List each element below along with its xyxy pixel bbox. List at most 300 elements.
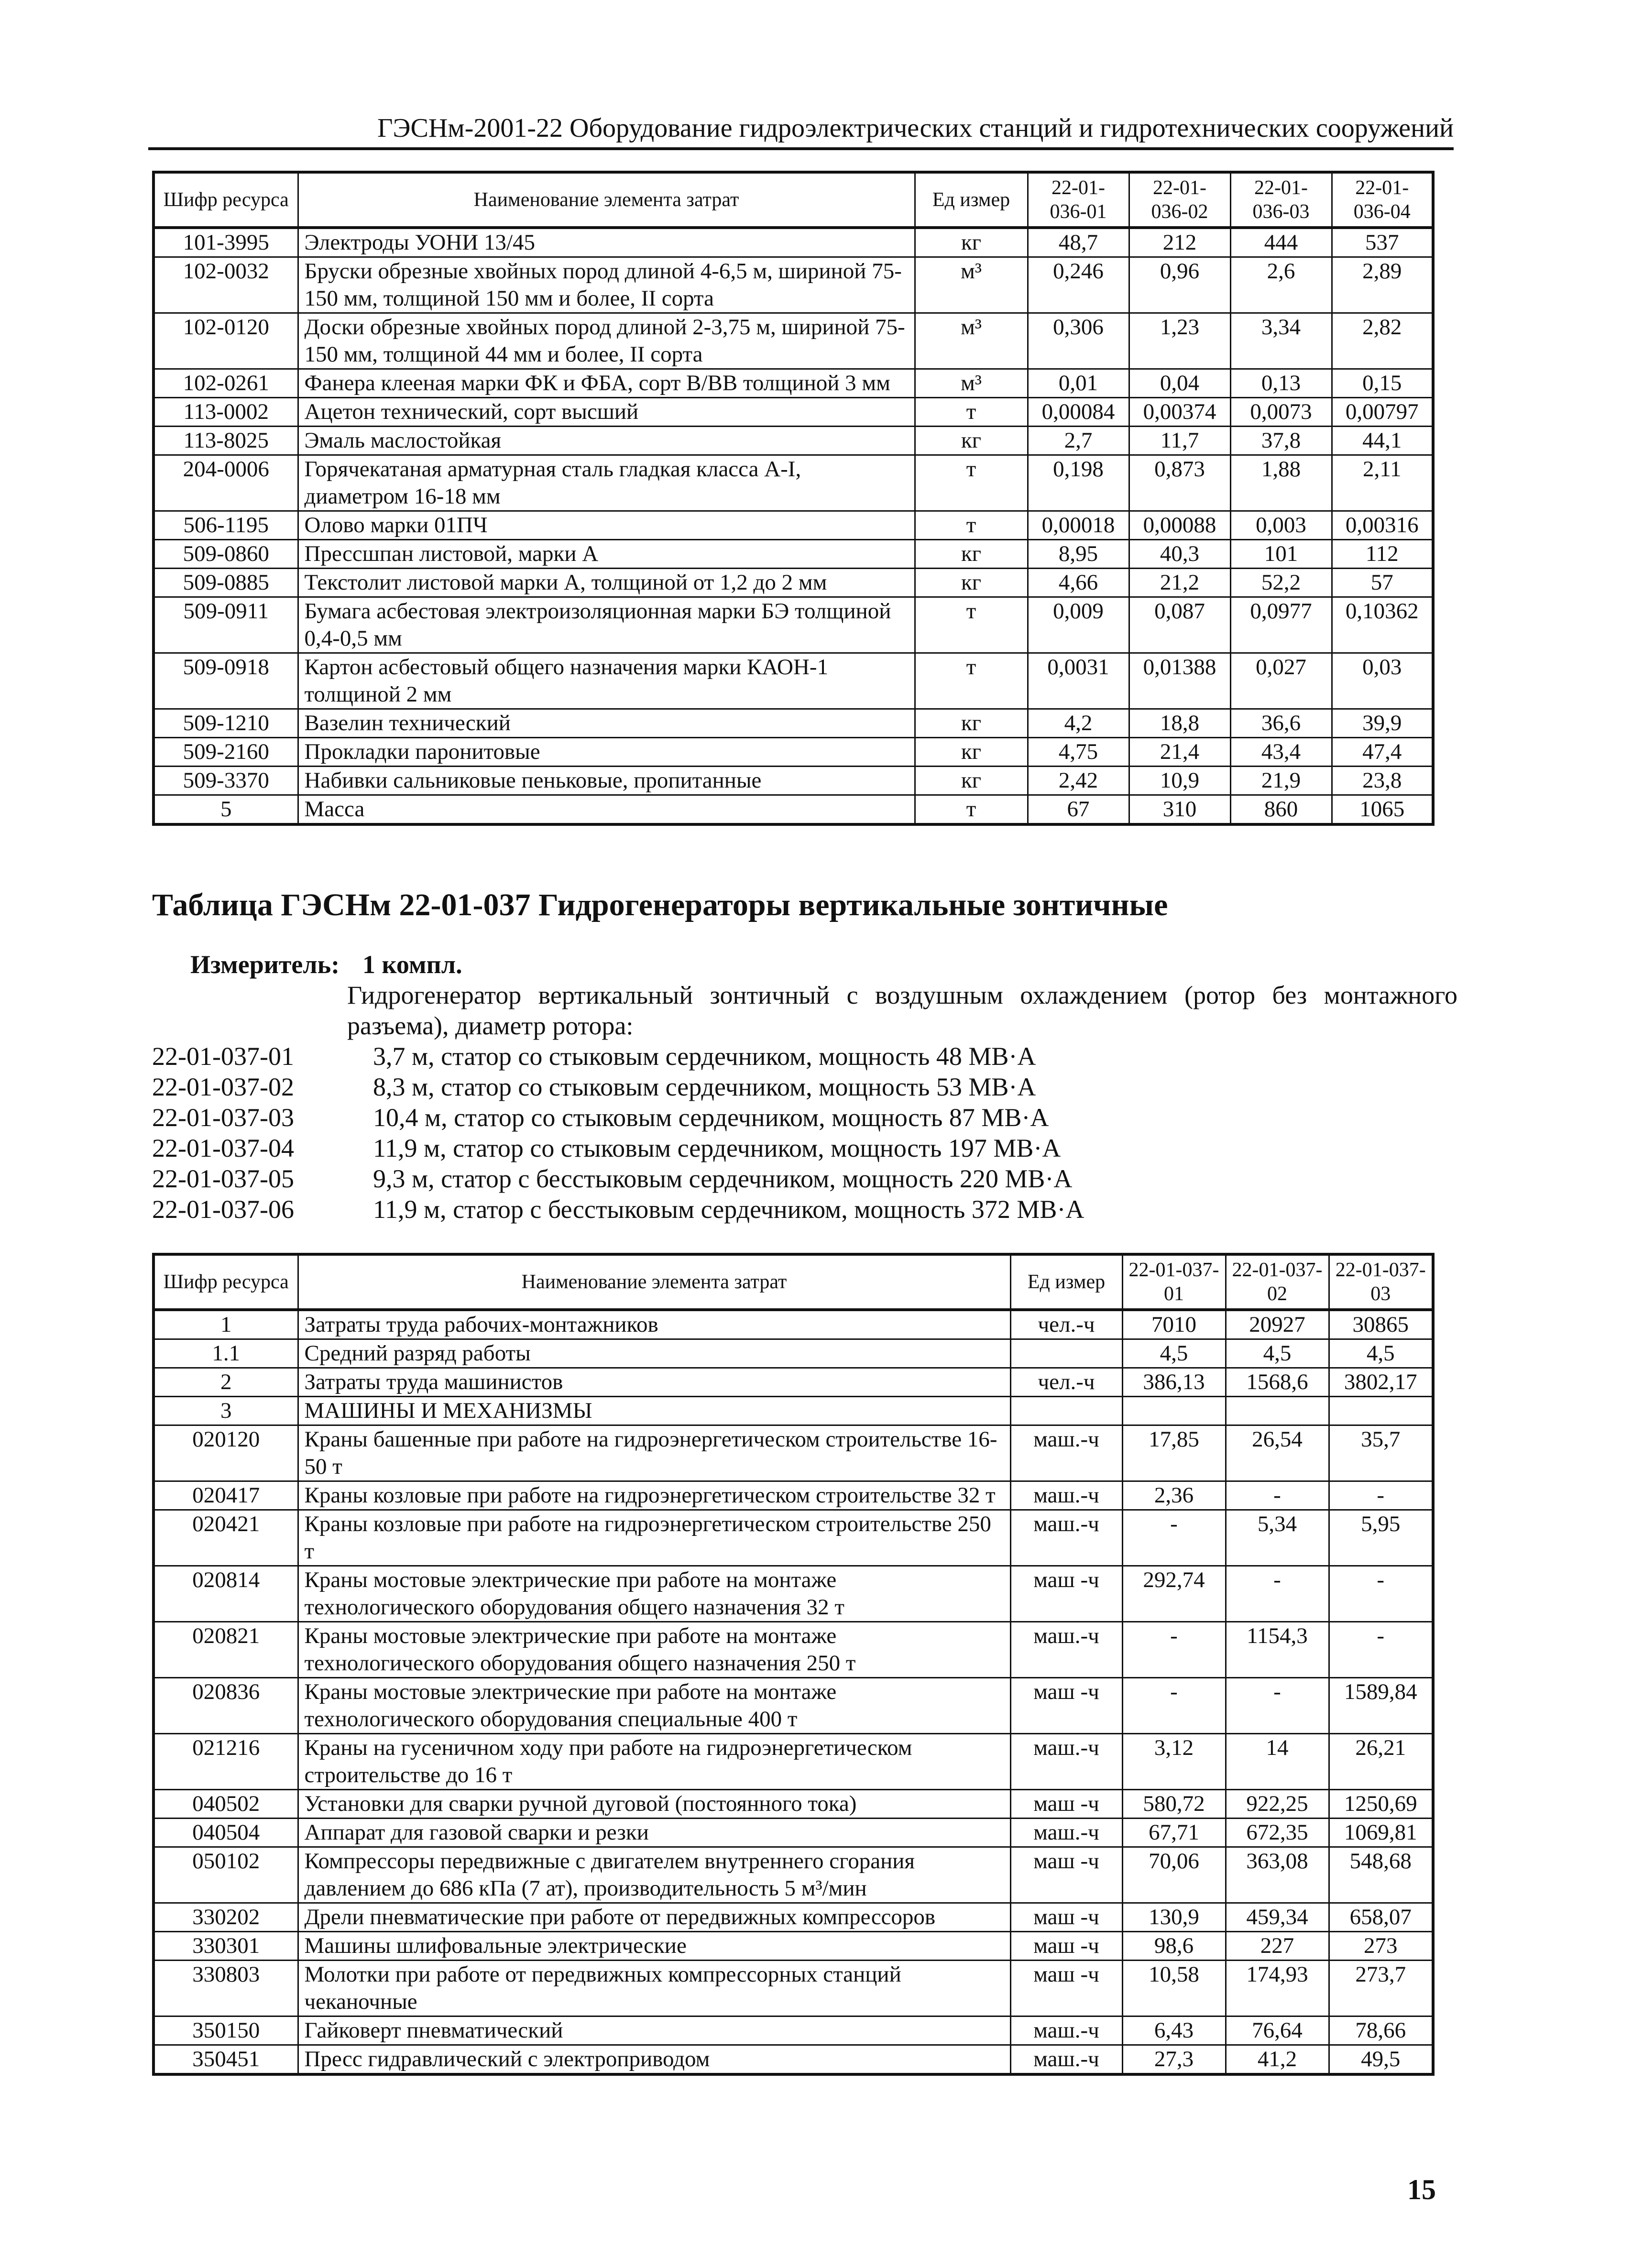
table-row — [153, 597, 1433, 653]
resource-code-cell: 113-0002 — [153, 398, 298, 427]
resource-code-cell: 506-1195 — [153, 511, 298, 540]
resource-code-cell: 330202 — [153, 1903, 298, 1932]
value-cell: 0,00084 — [1028, 398, 1129, 427]
unit-cell: т — [915, 597, 1028, 653]
unit-cell: маш -ч — [1010, 1566, 1122, 1622]
value-cell: 227 — [1226, 1932, 1329, 1961]
meter-description: Гидрогенератор вертикальный зонтичный с воздушным охлаждением (ротор без монтажного разъема), диаметр ротора: — [347, 981, 1457, 1040]
resource-code-cell: 020417 — [153, 1481, 298, 1510]
resource-code-cell: 102-0261 — [153, 369, 298, 398]
code-list-item — [152, 1072, 1457, 1102]
resource-code-cell: 020821 — [153, 1622, 298, 1678]
resource-name-cell: Затраты труда машинистов — [298, 1368, 1010, 1397]
value-cell: - — [1226, 1678, 1329, 1734]
table-row — [153, 313, 1433, 369]
resource-code-cell: 113-8025 — [153, 427, 298, 455]
column-header: Шифр ресурса — [153, 172, 298, 228]
value-cell: 70,06 — [1122, 1847, 1226, 1903]
resource-name-cell: Вазелин технический — [298, 709, 915, 738]
column-header: 22-01-037-03 — [1329, 1254, 1433, 1310]
code-label: 22-01-037-02 — [152, 1073, 294, 1101]
running-header: ГЭСНм-2001-22 Оборудование гидроэлектрических станций и гидротехнических сооружений — [148, 109, 1454, 150]
code-list-item — [152, 1163, 1457, 1194]
value-cell: 4,5 — [1329, 1339, 1433, 1368]
value-cell: 548,68 — [1329, 1847, 1433, 1903]
resource-code-cell: 101-3995 — [153, 228, 298, 257]
unit-cell: маш -ч — [1010, 1678, 1122, 1734]
resource-name-cell: Доски обрезные хвойных пород длиной 2-3,75 м, шириной 75-150 мм, толщиной 44 мм и более, II сорта — [298, 313, 915, 369]
column-header: Ед измер — [915, 172, 1028, 228]
value-cell: 4,5 — [1122, 1339, 1226, 1368]
table-row — [153, 369, 1433, 398]
column-header: Наименование элемента затрат — [298, 172, 915, 228]
value-cell: 49,5 — [1329, 2045, 1433, 2075]
value-cell: 0,00316 — [1332, 511, 1433, 540]
resource-name-cell: Краны козловые при работе на гидроэнергетическом строительстве 250 т — [298, 1510, 1010, 1566]
unit-cell: чел.-ч — [1010, 1368, 1122, 1397]
table-row — [153, 653, 1433, 709]
unit-cell: маш -ч — [1010, 1903, 1122, 1932]
value-cell: 37,8 — [1230, 427, 1332, 455]
value-cell: 30865 — [1329, 1310, 1433, 1339]
value-cell: 3,12 — [1122, 1734, 1226, 1790]
value-cell: 1568,6 — [1226, 1368, 1329, 1397]
unit-cell: маш.-ч — [1010, 1734, 1122, 1790]
resource-code-cell: 509-0885 — [153, 569, 298, 597]
value-cell: 98,6 — [1122, 1932, 1226, 1961]
resource-name-cell: Набивки сальниковые пеньковые, пропитанные — [298, 767, 915, 795]
value-cell: 0,00374 — [1129, 398, 1230, 427]
value-cell: - — [1122, 1678, 1226, 1734]
table-row — [153, 767, 1433, 795]
unit-cell: м³ — [915, 313, 1028, 369]
resource-name-cell: Краны башенные при работе на гидроэнергетическом строительстве 16-50 т — [298, 1425, 1010, 1481]
value-cell: 26,54 — [1226, 1425, 1329, 1481]
resource-code-cell: 330301 — [153, 1932, 298, 1961]
table-row — [153, 1425, 1433, 1481]
value-cell: 444 — [1230, 228, 1332, 257]
column-header: 22-01-037-01 — [1122, 1254, 1226, 1310]
resource-name-cell: Горячекатаная арматурная сталь гладкая класса А-I, диаметром 16-18 мм — [298, 455, 915, 511]
value-cell: 174,93 — [1226, 1961, 1329, 2016]
value-cell: 130,9 — [1122, 1903, 1226, 1932]
resource-code-cell: 509-3370 — [153, 767, 298, 795]
value-cell: 11,7 — [1129, 427, 1230, 455]
unit-cell: т — [915, 511, 1028, 540]
table-row — [153, 709, 1433, 738]
value-cell: 0,00797 — [1332, 398, 1433, 427]
resource-code-cell: 509-2160 — [153, 738, 298, 767]
value-cell: 4,5 — [1226, 1339, 1329, 1368]
resource-code-cell: 509-0918 — [153, 653, 298, 709]
resource-table-036 — [152, 171, 1435, 826]
code-label: 22-01-037-03 — [152, 1103, 294, 1132]
value-cell: - — [1122, 1622, 1226, 1678]
value-cell: 14 — [1226, 1734, 1329, 1790]
resource-name-cell: Молотки при работе от передвижных компрессорных станций чеканочные — [298, 1961, 1010, 2016]
value-cell: 4,2 — [1028, 709, 1129, 738]
value-cell: 0,15 — [1332, 369, 1433, 398]
value-cell: 52,2 — [1230, 569, 1332, 597]
resource-code-cell: 1 — [153, 1310, 298, 1339]
resource-code-cell: 020120 — [153, 1425, 298, 1481]
column-header: 22-01-036-01 — [1028, 172, 1129, 228]
column-header: 22-01-036-02 — [1129, 172, 1230, 228]
value-cell: 20927 — [1226, 1310, 1329, 1339]
value-cell — [1329, 1397, 1433, 1425]
code-description: 9,3 м, статор с бесстыковым сердечником, мощность 220 МВ·А — [373, 1164, 1073, 1193]
value-cell — [1226, 1397, 1329, 1425]
value-cell: 35,7 — [1329, 1425, 1433, 1481]
value-cell: 1589,84 — [1329, 1678, 1433, 1734]
code-list-item — [152, 1041, 1457, 1072]
table-row — [153, 738, 1433, 767]
unit-cell: маш.-ч — [1010, 1425, 1122, 1481]
value-cell: 0,873 — [1129, 455, 1230, 511]
value-cell: 537 — [1332, 228, 1433, 257]
value-cell: 43,4 — [1230, 738, 1332, 767]
resource-code-cell: 102-0120 — [153, 313, 298, 369]
code-description: 8,3 м, статор со стыковым сердечником, мощность 53 МВ·А — [373, 1073, 1036, 1101]
resource-name-cell: Гайковерт пневматический — [298, 2016, 1010, 2045]
value-cell: 2,36 — [1122, 1481, 1226, 1510]
table-row — [153, 398, 1433, 427]
resource-name-cell: МАШИНЫ И МЕХАНИЗМЫ — [298, 1397, 1010, 1425]
resource-name-cell: Установки для сварки ручной дуговой (постоянного тока) — [298, 1790, 1010, 1819]
resource-code-cell: 050102 — [153, 1847, 298, 1903]
value-cell: 0,13 — [1230, 369, 1332, 398]
code-list-item — [152, 1102, 1457, 1133]
code-description: 10,4 м, статор со стыковым сердечником, мощность 87 МВ·А — [373, 1103, 1049, 1132]
resource-code-cell: 509-0860 — [153, 540, 298, 569]
resource-name-cell: Краны мостовые электрические при работе на монтаже технологического оборудования специальные 400 т — [298, 1678, 1010, 1734]
value-cell: 0,01388 — [1129, 653, 1230, 709]
value-cell: 21,9 — [1230, 767, 1332, 795]
page-number: 15 — [1407, 2174, 1436, 2205]
code-description: 11,9 м, статор со стыковым сердечником, мощность 197 МВ·А — [373, 1134, 1061, 1162]
unit-cell: кг — [915, 767, 1028, 795]
resource-name-cell: Прокладки паронитовые — [298, 738, 915, 767]
value-cell: - — [1329, 1622, 1433, 1678]
resource-code-cell: 2 — [153, 1368, 298, 1397]
value-cell: - — [1226, 1566, 1329, 1622]
value-cell: 18,8 — [1129, 709, 1230, 738]
unit-cell — [1010, 1397, 1122, 1425]
table-row — [153, 1368, 1433, 1397]
unit-cell: маш.-ч — [1010, 1819, 1122, 1847]
resource-name-cell: Масса — [298, 795, 915, 825]
table-row — [153, 1397, 1433, 1425]
value-cell: 48,7 — [1028, 228, 1129, 257]
resource-name-cell: Компрессоры передвижные с двигателем внутреннего сгорания давлением до 686 кПа (7 ат), производительность 5 м³/мин — [298, 1847, 1010, 1903]
value-cell: 6,43 — [1122, 2016, 1226, 2045]
resource-code-cell: 020421 — [153, 1510, 298, 1566]
resource-code-cell: 040502 — [153, 1790, 298, 1819]
value-cell: 112 — [1332, 540, 1433, 569]
value-cell: 922,25 — [1226, 1790, 1329, 1819]
resource-name-cell: Фанера клееная марки ФК и ФБА, сорт В/ВВ толщиной 3 мм — [298, 369, 915, 398]
code-label: 22-01-037-05 — [152, 1164, 294, 1193]
resource-code-cell: 509-0911 — [153, 597, 298, 653]
table-header-row — [153, 1254, 1433, 1310]
value-cell: 67,71 — [1122, 1819, 1226, 1847]
resource-name-cell: Бумага асбестовая электроизоляционная марки БЭ толщиной 0,4-0,5 мм — [298, 597, 915, 653]
table-row — [153, 228, 1433, 257]
value-cell: 310 — [1129, 795, 1230, 825]
value-cell: 0,198 — [1028, 455, 1129, 511]
value-cell: 3802,17 — [1329, 1368, 1433, 1397]
value-cell: 101 — [1230, 540, 1332, 569]
value-cell: 386,13 — [1122, 1368, 1226, 1397]
value-cell: 1154,3 — [1226, 1622, 1329, 1678]
value-cell: 21,4 — [1129, 738, 1230, 767]
value-cell: 41,2 — [1226, 2045, 1329, 2075]
resource-name-cell: Картон асбестовый общего назначения марки КАОН-1 толщиной 2 мм — [298, 653, 915, 709]
table-row — [153, 1339, 1433, 1368]
resource-name-cell: Краны мостовые электрические при работе на монтаже технологического оборудования общего назначения 32 т — [298, 1566, 1010, 1622]
table-title: Таблица ГЭСНм 22-01-037 Гидрогенераторы вертикальные зонтичные — [152, 887, 1168, 922]
column-header: Наименование элемента затрат — [298, 1254, 1010, 1310]
value-cell: 273,7 — [1329, 1961, 1433, 2016]
resource-code-cell: 021216 — [153, 1734, 298, 1790]
value-cell: 3,34 — [1230, 313, 1332, 369]
resource-table-037 — [152, 1253, 1435, 2076]
value-cell: 1069,81 — [1329, 1819, 1433, 1847]
value-cell: 0,10362 — [1332, 597, 1433, 653]
value-cell: 10,9 — [1129, 767, 1230, 795]
value-cell: 40,3 — [1129, 540, 1230, 569]
table-row — [153, 2045, 1433, 2075]
value-cell: 363,08 — [1226, 1847, 1329, 1903]
unit-cell: т — [915, 398, 1028, 427]
value-cell: 1065 — [1332, 795, 1433, 825]
resource-code-cell: 102-0032 — [153, 257, 298, 313]
unit-cell: маш -ч — [1010, 1790, 1122, 1819]
table-row — [153, 1622, 1433, 1678]
value-cell: 2,7 — [1028, 427, 1129, 455]
resource-name-cell: Дрели пневматические при работе от передвижных компрессоров — [298, 1903, 1010, 1932]
value-cell: 2,11 — [1332, 455, 1433, 511]
value-cell: 2,89 — [1332, 257, 1433, 313]
unit-cell: маш.-ч — [1010, 2016, 1122, 2045]
resource-name-cell: Средний разряд работы — [298, 1339, 1010, 1368]
unit-cell: маш -ч — [1010, 1961, 1122, 2016]
value-cell: 273 — [1329, 1932, 1433, 1961]
resource-name-cell: Эмаль маслостойкая — [298, 427, 915, 455]
column-header: 22-01-036-04 — [1332, 172, 1433, 228]
table-row — [153, 569, 1433, 597]
value-cell: 27,3 — [1122, 2045, 1226, 2075]
resource-code-cell: 350451 — [153, 2045, 298, 2075]
value-cell: 7010 — [1122, 1310, 1226, 1339]
value-cell: 47,4 — [1332, 738, 1433, 767]
resource-name-cell: Краны козловые при работе на гидроэнергетическом строительстве 32 т — [298, 1481, 1010, 1510]
value-cell: 4,75 — [1028, 738, 1129, 767]
resource-code-cell: 040504 — [153, 1819, 298, 1847]
unit-cell: маш.-ч — [1010, 1481, 1122, 1510]
table-row — [153, 427, 1433, 455]
value-cell: 23,8 — [1332, 767, 1433, 795]
resource-code-cell: 1.1 — [153, 1339, 298, 1368]
resource-code-cell: 5 — [153, 795, 298, 825]
value-cell: 36,6 — [1230, 709, 1332, 738]
resource-code-cell: 509-1210 — [153, 709, 298, 738]
unit-cell: чел.-ч — [1010, 1310, 1122, 1339]
value-cell: 0,96 — [1129, 257, 1230, 313]
resource-name-cell: Ацетон технический, сорт высший — [298, 398, 915, 427]
value-cell: 78,66 — [1329, 2016, 1433, 2045]
value-cell: 0,00018 — [1028, 511, 1129, 540]
table-row — [153, 1790, 1433, 1819]
resource-name-cell: Электроды УОНИ 13/45 — [298, 228, 915, 257]
table-row — [153, 1847, 1433, 1903]
resource-name-cell: Краны мостовые электрические при работе на монтаже технологического оборудования общего назначения 250 т — [298, 1622, 1010, 1678]
value-cell: 580,72 — [1122, 1790, 1226, 1819]
unit-cell: кг — [915, 738, 1028, 767]
value-cell: 44,1 — [1332, 427, 1433, 455]
value-cell: 0,04 — [1129, 369, 1230, 398]
value-cell: 5,95 — [1329, 1510, 1433, 1566]
value-cell: 0,03 — [1332, 653, 1433, 709]
value-cell: 67 — [1028, 795, 1129, 825]
value-cell: 0,0073 — [1230, 398, 1332, 427]
resource-code-cell: 3 — [153, 1397, 298, 1425]
table-header-row — [153, 172, 1433, 228]
unit-cell: кг — [915, 709, 1028, 738]
value-cell: 0,01 — [1028, 369, 1129, 398]
resource-code-cell: 204-0006 — [153, 455, 298, 511]
value-cell: 292,74 — [1122, 1566, 1226, 1622]
value-cell: - — [1329, 1566, 1433, 1622]
code-label: 22-01-037-04 — [152, 1134, 294, 1162]
unit-cell: т — [915, 795, 1028, 825]
table-row — [153, 1481, 1433, 1510]
code-description: 3,7 м, статор со стыковым сердечником, мощность 48 МВ·А — [373, 1042, 1036, 1071]
resource-name-cell: Краны на гусеничном ходу при работе на гидроэнергетическом строительстве до 16 т — [298, 1734, 1010, 1790]
value-cell: - — [1122, 1510, 1226, 1566]
value-cell: 76,64 — [1226, 2016, 1329, 2045]
value-cell: 0,087 — [1129, 597, 1230, 653]
value-cell — [1122, 1397, 1226, 1425]
unit-cell — [1010, 1339, 1122, 1368]
value-cell: 0,0031 — [1028, 653, 1129, 709]
meter-value: 1 компл. — [362, 950, 462, 979]
column-header: Ед измер — [1010, 1254, 1122, 1310]
value-cell: - — [1329, 1481, 1433, 1510]
value-cell: 4,66 — [1028, 569, 1129, 597]
unit-cell: кг — [915, 427, 1028, 455]
value-cell: 1250,69 — [1329, 1790, 1433, 1819]
value-cell: 0,003 — [1230, 511, 1332, 540]
value-cell: 459,34 — [1226, 1903, 1329, 1932]
value-cell: 2,82 — [1332, 313, 1433, 369]
table-row — [153, 1819, 1433, 1847]
unit-cell: маш.-ч — [1010, 1622, 1122, 1678]
value-cell: 672,35 — [1226, 1819, 1329, 1847]
table-row — [153, 2016, 1433, 2045]
unit-cell: кг — [915, 540, 1028, 569]
unit-cell: маш.-ч — [1010, 1510, 1122, 1566]
resource-name-cell: Прессшпан листовой, марки А — [298, 540, 915, 569]
resource-name-cell: Бруски обрезные хвойных пород длиной 4-6,5 м, шириной 75-150 мм, толщиной 150 мм и более, II сорта — [298, 257, 915, 313]
table-row — [153, 257, 1433, 313]
value-cell: 2,42 — [1028, 767, 1129, 795]
value-cell: 1,88 — [1230, 455, 1332, 511]
value-cell: 0,027 — [1230, 653, 1332, 709]
value-cell: 0,0977 — [1230, 597, 1332, 653]
table-row — [153, 1510, 1433, 1566]
resource-code-cell: 330803 — [153, 1961, 298, 2016]
value-cell: - — [1226, 1481, 1329, 1510]
column-header: 22-01-037-02 — [1226, 1254, 1329, 1310]
value-cell: 21,2 — [1129, 569, 1230, 597]
code-description: 11,9 м, статор с бесстыковым сердечником, мощность 372 МВ·А — [373, 1195, 1084, 1224]
table-row — [153, 1734, 1433, 1790]
table-row — [153, 540, 1433, 569]
value-cell: 10,58 — [1122, 1961, 1226, 2016]
table-row — [153, 1566, 1433, 1622]
unit-cell: кг — [915, 228, 1028, 257]
value-cell: 212 — [1129, 228, 1230, 257]
unit-cell: м³ — [915, 257, 1028, 313]
table-row — [153, 795, 1433, 825]
value-cell: 1,23 — [1129, 313, 1230, 369]
resource-name-cell: Пресс гидравлический с электроприводом — [298, 2045, 1010, 2075]
resource-name-cell: Затраты труда рабочих-монтажников — [298, 1310, 1010, 1339]
value-cell: 658,07 — [1329, 1903, 1433, 1932]
resource-code-cell: 020836 — [153, 1678, 298, 1734]
value-cell: 2,6 — [1230, 257, 1332, 313]
table-row — [153, 511, 1433, 540]
table-row — [153, 1903, 1433, 1932]
unit-cell: м³ — [915, 369, 1028, 398]
code-label: 22-01-037-01 — [152, 1042, 294, 1071]
column-header: 22-01-036-03 — [1230, 172, 1332, 228]
unit-cell: маш.-ч — [1010, 2045, 1122, 2075]
value-cell: 39,9 — [1332, 709, 1433, 738]
resource-name-cell: Олово марки 01ПЧ — [298, 511, 915, 540]
resource-code-cell: 020814 — [153, 1566, 298, 1622]
table-row — [153, 455, 1433, 511]
table-row — [153, 1932, 1433, 1961]
table-row — [153, 1678, 1433, 1734]
value-cell: 57 — [1332, 569, 1433, 597]
value-cell: 17,85 — [1122, 1425, 1226, 1481]
column-header: Шифр ресурса — [153, 1254, 298, 1310]
resource-name-cell: Машины шлифовальные электрические — [298, 1932, 1010, 1961]
unit-cell: маш -ч — [1010, 1847, 1122, 1903]
value-cell: 0,009 — [1028, 597, 1129, 653]
unit-cell: т — [915, 455, 1028, 511]
value-cell: 860 — [1230, 795, 1332, 825]
value-cell: 8,95 — [1028, 540, 1129, 569]
code-list-item — [152, 1133, 1457, 1163]
resource-name-cell: Текстолит листовой марки А, толщиной от 1,2 до 2 мм — [298, 569, 915, 597]
meter-label: Измеритель: — [190, 950, 340, 979]
value-cell: 0,246 — [1028, 257, 1129, 313]
resource-name-cell: Аппарат для газовой сварки и резки — [298, 1819, 1010, 1847]
unit-cell: т — [915, 653, 1028, 709]
unit-cell: маш -ч — [1010, 1932, 1122, 1961]
value-cell: 5,34 — [1226, 1510, 1329, 1566]
code-label: 22-01-037-06 — [152, 1195, 294, 1224]
table-row — [153, 1961, 1433, 2016]
value-cell: 26,21 — [1329, 1734, 1433, 1790]
value-cell: 0,306 — [1028, 313, 1129, 369]
resource-code-cell: 350150 — [153, 2016, 298, 2045]
value-cell: 0,00088 — [1129, 511, 1230, 540]
unit-cell: кг — [915, 569, 1028, 597]
